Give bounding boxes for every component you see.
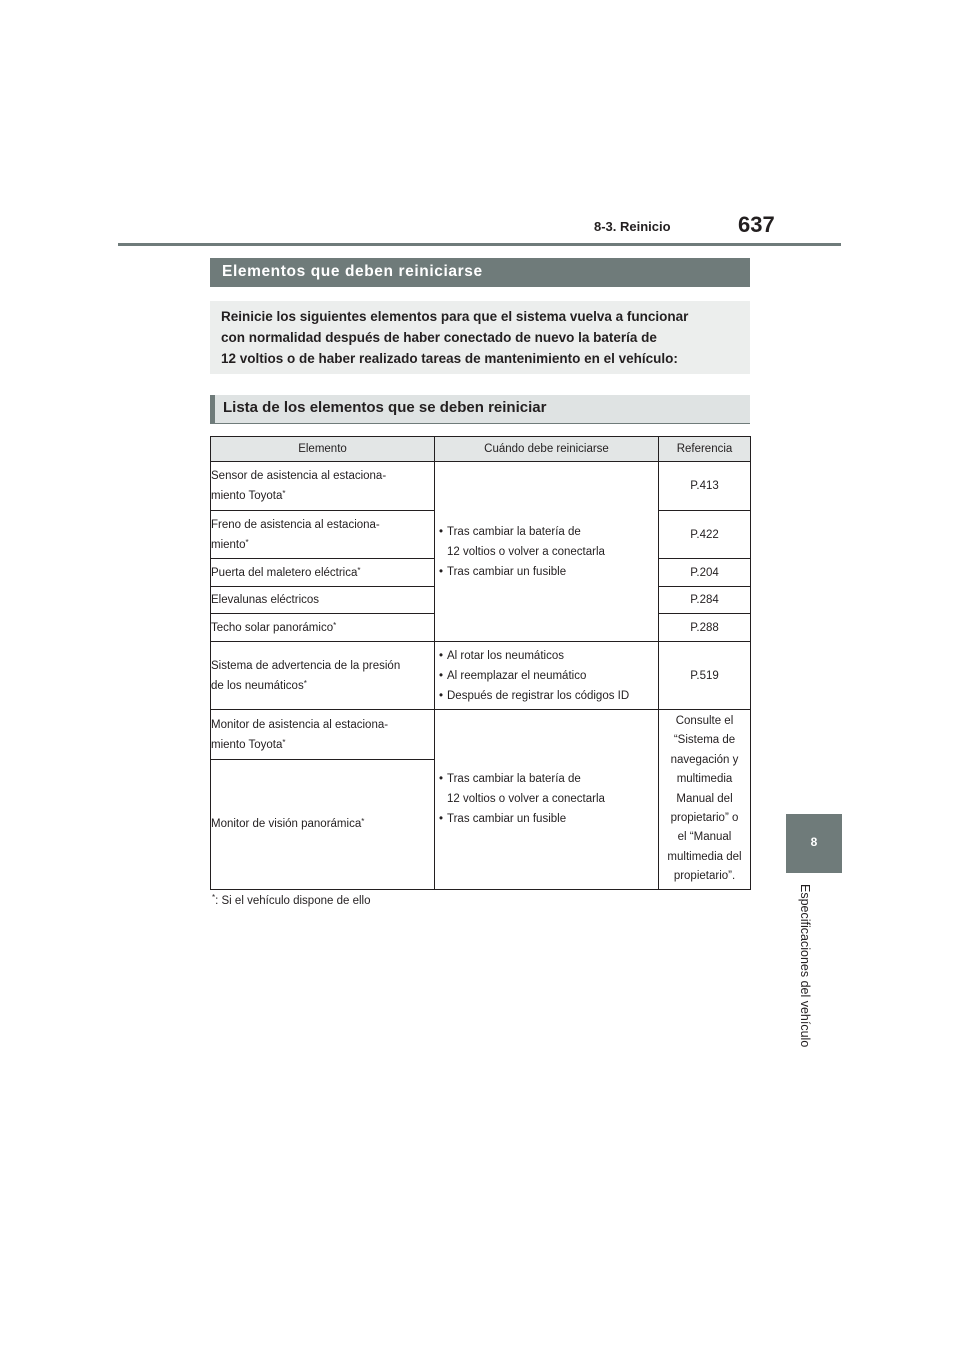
chapter-number: 8 bbox=[810, 835, 818, 849]
header-rule bbox=[118, 243, 841, 246]
sub-heading: Lista de los elementos que se deben reiniciar bbox=[210, 395, 750, 424]
footnote: *: Si el vehículo dispone de ello bbox=[212, 893, 371, 907]
when-cell bbox=[435, 642, 659, 710]
section-label: 8-3. Reinicio bbox=[594, 219, 671, 234]
chapter-title: Especificaciones del vehículo bbox=[798, 884, 812, 1048]
column-header-reference: Referencia bbox=[659, 437, 751, 462]
intro-line: con normalidad después de haber conectado de nuevo la batería de bbox=[221, 330, 657, 345]
asterisk-mark: * bbox=[357, 565, 361, 575]
bullet-item: • Al rotar los neumáticos bbox=[438, 649, 564, 662]
element-cell: Monitor de visión panorámica* bbox=[211, 760, 435, 890]
asterisk-mark: * bbox=[282, 489, 286, 498]
table-row bbox=[211, 710, 751, 760]
when-cell bbox=[435, 462, 659, 642]
bullet-item: • Después de registrar los códigos ID bbox=[438, 689, 630, 702]
asterisk-mark: * bbox=[282, 737, 286, 747]
asterisk-mark: * bbox=[361, 817, 365, 827]
asterisk-mark: * bbox=[333, 620, 337, 630]
table-row bbox=[211, 462, 751, 511]
element-cell: Monitor de asistencia al estaciona- miento Toyota* bbox=[211, 710, 435, 760]
page-number: 637 bbox=[738, 212, 775, 237]
reference-cell: P.288 bbox=[659, 614, 751, 642]
reset-items-table bbox=[210, 436, 751, 890]
bullet-item: • Tras cambiar un fusible bbox=[438, 813, 567, 826]
main-heading: Elementos que deben reiniciarse bbox=[210, 258, 750, 287]
column-header-when: Cuándo debe reiniciarse bbox=[435, 437, 659, 462]
bullet-item: • Tras cambiar la batería de 12 voltios o volver a conectarla bbox=[438, 525, 605, 558]
table-header-row bbox=[211, 437, 751, 462]
chapter-tab bbox=[786, 814, 842, 873]
reference-cell: Consulte el “Sistema de navegación y multimedia Manual del propietario” o el “Manual multimedia del propietario”. bbox=[659, 710, 751, 890]
asterisk-mark: * bbox=[303, 678, 307, 688]
intro-line: 12 voltios o de haber realizado tareas de mantenimiento en el vehículo: bbox=[221, 351, 678, 366]
reference-cell: P.204 bbox=[659, 559, 751, 587]
element-cell: Sistema de advertencia de la presión de los neumáticos* bbox=[211, 642, 435, 710]
element-cell: Puerta del maletero eléctrica* bbox=[211, 559, 435, 587]
footnote-asterisk: * bbox=[212, 893, 216, 902]
intro-box bbox=[210, 301, 750, 374]
reference-cell: P.519 bbox=[659, 642, 751, 710]
bullet-item: • Al reemplazar el neumático bbox=[438, 669, 587, 682]
column-header-element: Elemento bbox=[211, 437, 435, 462]
reference-cell: P.413 bbox=[659, 462, 751, 511]
table-row bbox=[211, 642, 751, 710]
bullet-item: • Tras cambiar un fusible bbox=[438, 565, 567, 578]
reference-cell: P.422 bbox=[659, 511, 751, 559]
bullet-item: • Tras cambiar la batería de 12 voltios o volver a conectarla bbox=[438, 773, 605, 806]
element-cell: Sensor de asistencia al estaciona- miento Toyota* bbox=[211, 462, 435, 511]
element-cell: Techo solar panorámico* bbox=[211, 614, 435, 642]
when-cell bbox=[435, 710, 659, 890]
element-cell: Elevalunas eléctricos bbox=[211, 587, 435, 614]
element-cell: Freno de asistencia al estaciona- miento* bbox=[211, 511, 435, 559]
reference-cell: P.284 bbox=[659, 587, 751, 614]
asterisk-mark: * bbox=[245, 537, 249, 547]
intro-line: Reinicie los siguientes elementos para que el sistema vuelva a funcionar bbox=[221, 309, 689, 324]
